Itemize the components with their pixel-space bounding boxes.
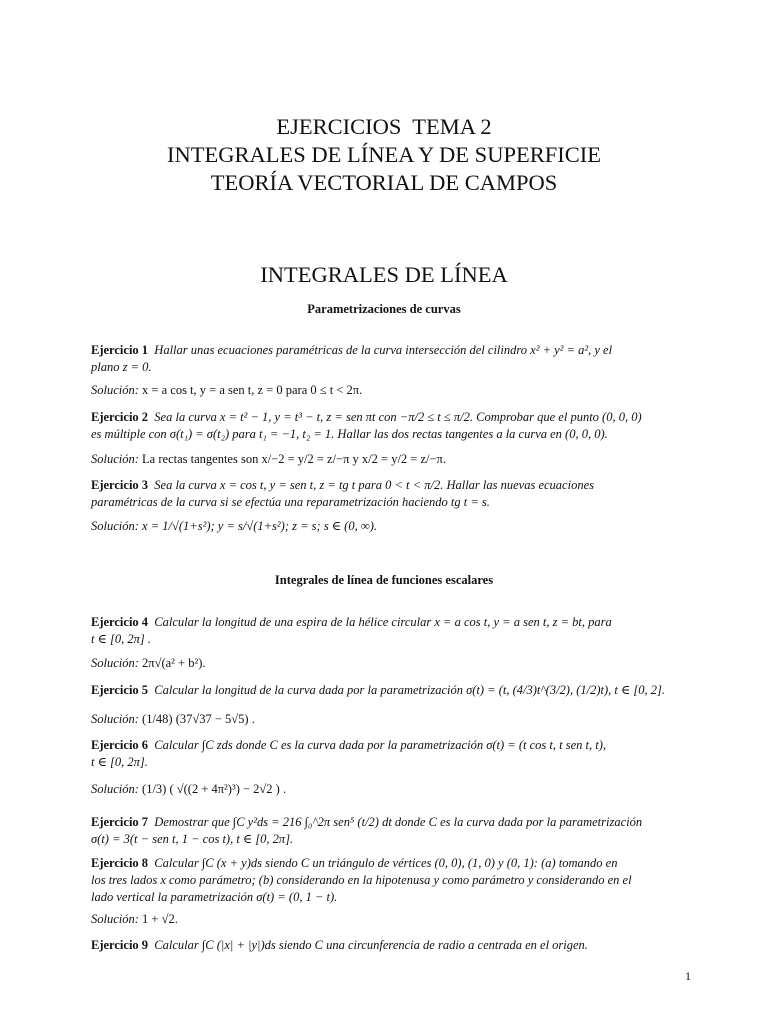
document-title [0, 113, 768, 197]
solution-3 [91, 518, 696, 535]
exercise-text: t ∈ [0, 2π] . [91, 632, 151, 646]
exercise-text: los tres lados x como parámetro; (b) considerando en la hipotenusa y como parámetro y considerando en el [91, 873, 632, 887]
solution-text: x = 1/√(1+s²); y = s/√(1+s²); z = s; s ∈ (0, ∞). [142, 519, 378, 533]
exercise-text: Calcular ∫C (|x| + |y|)ds siendo C una circunferencia de radio a centrada en el origen. [154, 938, 588, 952]
exercise-text: Calcular la longitud de la curva dada por la parametrización σ(t) = (t, (4/3)t^(3/2), (1/2)t), t ∈ [0, 2]. [154, 683, 665, 697]
solution-label: Solución: [91, 656, 139, 670]
solution-label: Solución: [91, 712, 139, 726]
exercise-text: t ∈ [0, 2π]. [91, 755, 148, 769]
exercise-label: Ejercicio 8 [91, 856, 149, 870]
exercise-text: paramétricas de la curva si se efectúa una reparametrización haciendo tg t = s. [91, 495, 490, 509]
section-title: INTEGRALES DE LÍNEA [260, 262, 508, 287]
solution-2 [91, 451, 696, 468]
exercise-text: Calcular ∫C zds donde C es la curva dada por la parametrización σ(t) = (t cos t, t sen t, t), [154, 738, 606, 752]
exercise-label: Ejercicio 3 [91, 478, 149, 492]
solution-8 [91, 911, 696, 928]
title-line-2: INTEGRALES DE LÍNEA Y DE SUPERFICIE [167, 142, 601, 167]
solution-6 [91, 781, 696, 798]
solution-label: Solución: [91, 519, 139, 533]
solution-label: Solución: [91, 452, 139, 466]
exercise-text: Demostrar que ∫C y²ds = 216 ∫₀^2π sen⁵ (t/2) dt donde C es la curva dada por la parametrización [154, 815, 643, 829]
exercise-1 [91, 342, 696, 376]
solution-text: 1 + √2. [142, 912, 178, 926]
exercise-label: Ejercicio 1 [91, 343, 149, 357]
title-line-3: TEORÍA VECTORIAL DE CAMPOS [210, 170, 558, 195]
solution-label: Solución: [91, 782, 139, 796]
exercise-label: Ejercicio 2 [91, 410, 149, 424]
solution-text: La rectas tangentes son x/−2 = y/2 = z/−π y x/2 = y/2 = z/−π. [142, 452, 446, 466]
exercise-6 [91, 737, 696, 771]
exercise-8 [91, 855, 696, 906]
page-number: 1 [685, 969, 691, 983]
exercise-text: Sea la curva x = t² − 1, y = t³ − t, z = sen πt con −π/2 ≤ t ≤ π/2. Comprobar que el punto (0, 0, 0) [154, 410, 642, 424]
exercise-4 [91, 614, 696, 648]
solution-text: (1/3) ( √((2 + 4π²)³) − 2√2 ) . [142, 782, 287, 796]
exercise-text: Calcular la longitud de una espira de la hélice circular x = a cos t, y = a sen t, z = bt, para [154, 615, 612, 629]
subsection-title-parametrizaciones: Parametrizaciones de curvas [307, 302, 461, 316]
exercise-label: Ejercicio 7 [91, 815, 149, 829]
exercise-text: Calcular ∫C (x + y)ds siendo C un triángulo de vértices (0, 0), (1, 0) y (0, 1): (a) tomando en [154, 856, 618, 870]
exercise-text: lado vertical la parametrización σ(t) = (0, 1 − t). [91, 890, 338, 904]
solution-label: Solución: [91, 383, 139, 397]
exercise-label: Ejercicio 4 [91, 615, 149, 629]
exercise-label: Ejercicio 9 [91, 938, 149, 952]
solution-1 [91, 382, 696, 399]
solution-label: Solución: [91, 912, 139, 926]
solution-text: 2π√(a² + b²). [142, 656, 206, 670]
exercise-text: es múltiple con σ(t₁) = σ(t₂) para t₁ = −1, t₂ = 1. Hallar las dos rectas tangentes a la curva en (0, 0, 0). [91, 427, 608, 441]
exercise-text: σ(t) = 3(t − sen t, 1 − cos t), t ∈ [0, 2π]. [91, 832, 294, 846]
exercise-text: Hallar unas ecuaciones paramétricas de la curva intersección del cilindro x² + y² = a², y el [154, 343, 613, 357]
exercise-label: Ejercicio 6 [91, 738, 149, 752]
solution-text: x = a cos t, y = a sen t, z = 0 para 0 ≤ t < 2π. [142, 383, 363, 397]
exercise-text: Sea la curva x = cos t, y = sen t, z = tg t para 0 < t < π/2. Hallar las nuevas ecuaciones [154, 478, 594, 492]
solution-text: (1/48) (37√37 − 5√5) . [142, 712, 255, 726]
exercise-7 [91, 814, 696, 848]
exercise-3 [91, 477, 696, 511]
title-line-1: EJERCICIOS TEMA 2 [276, 114, 492, 139]
exercise-9 [91, 937, 696, 954]
subsection-title-escalares: Integrales de línea de funciones escalares [274, 573, 494, 587]
exercise-5 [91, 682, 696, 699]
exercise-2 [91, 409, 696, 443]
exercise-text: plano z = 0. [91, 360, 152, 374]
solution-5 [91, 711, 696, 728]
solution-4 [91, 655, 696, 672]
exercise-label: Ejercicio 5 [91, 683, 149, 697]
